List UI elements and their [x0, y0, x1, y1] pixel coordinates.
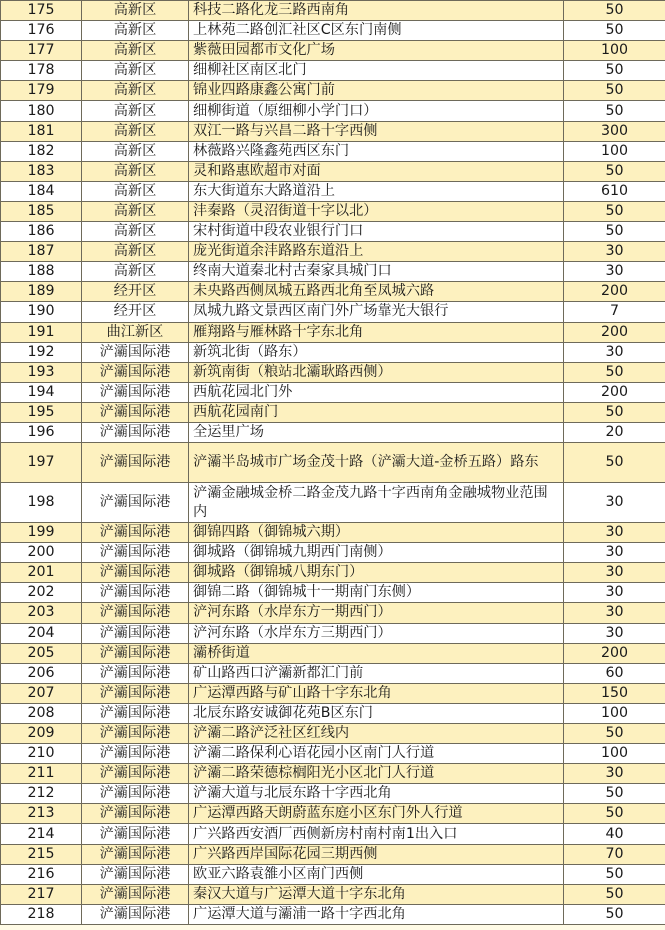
district-cell: 浐灞国际港 — [82, 523, 189, 543]
row-number-cell: 205 — [1, 643, 82, 663]
quantity-cell: 100 — [564, 141, 665, 161]
row-number-cell: 218 — [1, 904, 82, 924]
quantity-cell: 100 — [564, 744, 665, 764]
district-cell: 浐灞国际港 — [82, 422, 189, 442]
location-cell: 全运里广场 — [189, 422, 564, 442]
quantity-cell: 100 — [564, 41, 665, 61]
table-row — [1, 282, 665, 302]
location-cell: 雁翔路与雁林路十字东北角 — [189, 322, 564, 342]
row-number-cell: 201 — [1, 563, 82, 583]
quantity-cell: 200 — [564, 643, 665, 663]
district-cell: 高新区 — [82, 121, 189, 141]
location-cell: 新筑北街（路东） — [189, 342, 564, 362]
table-row — [1, 764, 665, 784]
location-cell: 浐灞二路荣德棕榈阳光小区北门人行道 — [189, 764, 564, 784]
table-row — [1, 21, 665, 41]
location-cell: 科技二路化龙三路西南角 — [189, 1, 564, 21]
row-number-cell: 176 — [1, 21, 82, 41]
row-number-cell: 209 — [1, 724, 82, 744]
location-cell: 西航花园南门 — [189, 402, 564, 422]
table-row — [1, 483, 665, 523]
table-row — [1, 262, 665, 282]
table-row — [1, 844, 665, 864]
row-number-cell: 203 — [1, 603, 82, 623]
row-number-cell: 217 — [1, 884, 82, 904]
district-cell: 浐灞国际港 — [82, 342, 189, 362]
location-cell: 秦汉大道与广运潭大道十字东北角 — [189, 884, 564, 904]
location-cell: 终南大道秦北村古秦家具城门口 — [189, 262, 564, 282]
district-cell: 高新区 — [82, 1, 189, 21]
row-number-cell: 210 — [1, 744, 82, 764]
location-cell: 浐灞二路浐泛社区红线内 — [189, 724, 564, 744]
district-cell: 浐灞国际港 — [82, 663, 189, 683]
quantity-cell: 40 — [564, 824, 665, 844]
table-row — [1, 181, 665, 201]
row-number-cell: 216 — [1, 864, 82, 884]
location-cell: 东大街道东大路道沿上 — [189, 181, 564, 201]
location-cell: 御锦四路（御锦城六期） — [189, 523, 564, 543]
district-cell: 经开区 — [82, 282, 189, 302]
table-row — [1, 784, 665, 804]
quantity-cell: 7 — [564, 302, 665, 322]
row-number-cell: 199 — [1, 523, 82, 543]
location-cell: 细柳社区南区北门 — [189, 61, 564, 81]
table-row — [1, 744, 665, 764]
row-number-cell: 186 — [1, 222, 82, 242]
quantity-cell: 30 — [564, 262, 665, 282]
location-cell: 细柳街道（原细柳小学门口） — [189, 101, 564, 121]
location-cell: 锦业四路康鑫公寓门前 — [189, 81, 564, 101]
location-cell: 紫薇田园都市文化广场 — [189, 41, 564, 61]
row-number-cell: 180 — [1, 101, 82, 121]
district-cell: 浐灞国际港 — [82, 563, 189, 583]
row-number-cell: 184 — [1, 181, 82, 201]
row-number-cell: 192 — [1, 342, 82, 362]
district-cell: 浐灞国际港 — [82, 904, 189, 924]
district-cell: 浐灞国际港 — [82, 362, 189, 382]
table-row — [1, 121, 665, 141]
district-cell: 浐灞国际港 — [82, 724, 189, 744]
location-cell: 浐河东路（水岸东方三期西门） — [189, 623, 564, 643]
quantity-cell: 50 — [564, 724, 665, 744]
row-number-cell: 211 — [1, 764, 82, 784]
row-number-cell: 182 — [1, 141, 82, 161]
table-row — [1, 864, 665, 884]
location-cell: 浐河东路（水岸东方一期西门） — [189, 603, 564, 623]
table-row — [1, 101, 665, 121]
quantity-cell: 50 — [564, 201, 665, 221]
district-cell: 高新区 — [82, 242, 189, 262]
district-cell: 浐灞国际港 — [82, 804, 189, 824]
row-number-cell: 181 — [1, 121, 82, 141]
quantity-cell: 60 — [564, 663, 665, 683]
row-number-cell: 207 — [1, 683, 82, 703]
table-row — [1, 884, 665, 904]
quantity-cell: 200 — [564, 382, 665, 402]
row-number-cell: 202 — [1, 583, 82, 603]
row-number-cell: 179 — [1, 81, 82, 101]
row-number-cell: 213 — [1, 804, 82, 824]
table-row — [1, 161, 665, 181]
table-row — [1, 382, 665, 402]
quantity-cell: 200 — [564, 282, 665, 302]
table-row — [1, 523, 665, 543]
location-cell: 广兴路西安酒厂西侧新房村南村南1出入口 — [189, 824, 564, 844]
district-cell: 曲江新区 — [82, 322, 189, 342]
location-cell: 凤城九路文景西区南门外广场靠光大银行 — [189, 302, 564, 322]
location-cell: 庞光街道余沣路路东道沿上 — [189, 242, 564, 262]
table-row — [1, 443, 665, 483]
quantity-cell: 30 — [564, 623, 665, 643]
district-cell: 高新区 — [82, 21, 189, 41]
location-cell: 浐灞大道与北辰东路十字西北角 — [189, 784, 564, 804]
table-row — [1, 663, 665, 683]
table-row — [1, 703, 665, 723]
district-cell: 浐灞国际港 — [82, 703, 189, 723]
location-cell: 广运潭西路与矿山路十字东北角 — [189, 683, 564, 703]
table-row — [1, 242, 665, 262]
quantity-cell: 30 — [564, 523, 665, 543]
location-cell: 矿山路西口浐灞新都汇门前 — [189, 663, 564, 683]
location-cell: 浐灞半岛城市广场金茂十路（浐灞大道-金桥五路）路东 — [189, 443, 564, 483]
quantity-cell: 50 — [564, 101, 665, 121]
quantity-cell: 50 — [564, 61, 665, 81]
table-row — [1, 724, 665, 744]
row-number-cell: 191 — [1, 322, 82, 342]
location-cell: 浐灞二路保利心语花园小区南门人行道 — [189, 744, 564, 764]
district-cell: 高新区 — [82, 81, 189, 101]
row-number-cell: 177 — [1, 41, 82, 61]
district-cell: 浐灞国际港 — [82, 382, 189, 402]
quantity-cell: 30 — [564, 483, 665, 523]
district-cell: 浐灞国际港 — [82, 784, 189, 804]
row-number-cell: 175 — [1, 1, 82, 21]
row-number-cell: 195 — [1, 402, 82, 422]
row-number-cell: 198 — [1, 483, 82, 523]
table-row — [1, 81, 665, 101]
table-row — [1, 362, 665, 382]
row-number-cell: 212 — [1, 784, 82, 804]
district-cell: 高新区 — [82, 201, 189, 221]
district-cell: 浐灞国际港 — [82, 443, 189, 483]
location-cell: 宋村街道中段农业银行门口 — [189, 222, 564, 242]
row-number-cell: 193 — [1, 362, 82, 382]
row-number-cell: 178 — [1, 61, 82, 81]
row-number-cell: 206 — [1, 663, 82, 683]
district-cell: 浐灞国际港 — [82, 683, 189, 703]
quantity-cell: 50 — [564, 21, 665, 41]
district-cell: 浐灞国际港 — [82, 744, 189, 764]
quantity-cell: 50 — [564, 161, 665, 181]
table-row — [1, 61, 665, 81]
row-number-cell: 183 — [1, 161, 82, 181]
location-cell: 御城路（御锦城八期东门） — [189, 563, 564, 583]
table-row — [1, 1, 665, 21]
location-cell: 广兴路西岸国际花园三期西侧 — [189, 844, 564, 864]
quantity-cell: 30 — [564, 764, 665, 784]
table-row — [1, 322, 665, 342]
district-cell: 高新区 — [82, 141, 189, 161]
table-row — [1, 683, 665, 703]
quantity-cell: 610 — [564, 181, 665, 201]
quantity-cell: 50 — [564, 904, 665, 924]
table-row — [1, 563, 665, 583]
quantity-cell: 150 — [564, 683, 665, 703]
row-number-cell: 208 — [1, 703, 82, 723]
location-cell: 沣秦路（灵沼街道十字以北） — [189, 201, 564, 221]
location-cell: 御锦二路（御锦城十一期南门东侧） — [189, 583, 564, 603]
quantity-cell: 30 — [564, 342, 665, 362]
location-cell: 广运潭大道与灞浦一路十字西北角 — [189, 904, 564, 924]
row-number-cell: 215 — [1, 844, 82, 864]
row-number-cell: 204 — [1, 623, 82, 643]
table-row — [1, 422, 665, 442]
district-cell: 浐灞国际港 — [82, 402, 189, 422]
table-row — [1, 302, 665, 322]
row-number-cell: 196 — [1, 422, 82, 442]
location-cell: 欧亚六路袁雒小区南门西侧 — [189, 864, 564, 884]
row-number-cell: 214 — [1, 824, 82, 844]
quantity-cell: 30 — [564, 603, 665, 623]
row-number-cell: 190 — [1, 302, 82, 322]
table-row — [1, 201, 665, 221]
district-cell: 经开区 — [82, 302, 189, 322]
table-row — [1, 583, 665, 603]
quantity-cell: 100 — [564, 703, 665, 723]
district-cell: 浐灞国际港 — [82, 623, 189, 643]
table-row — [1, 643, 665, 663]
district-cell: 浐灞国际港 — [82, 643, 189, 663]
district-cell: 浐灞国际港 — [82, 764, 189, 784]
district-cell: 高新区 — [82, 181, 189, 201]
quantity-cell: 50 — [564, 362, 665, 382]
quantity-cell: 30 — [564, 242, 665, 262]
quantity-cell: 30 — [564, 583, 665, 603]
location-cell: 广运潭西路天朗蔚蓝东庭小区东门外人行道 — [189, 804, 564, 824]
table-row — [1, 804, 665, 824]
location-cell: 西航花园北门外 — [189, 382, 564, 402]
row-number-cell: 188 — [1, 262, 82, 282]
district-cell: 浐灞国际港 — [82, 864, 189, 884]
row-number-cell: 194 — [1, 382, 82, 402]
district-cell: 高新区 — [82, 41, 189, 61]
table-row — [1, 222, 665, 242]
table-row — [1, 824, 665, 844]
district-cell: 高新区 — [82, 101, 189, 121]
location-cell: 御城路（御锦城九期西门南侧） — [189, 543, 564, 563]
quantity-cell: 30 — [564, 543, 665, 563]
district-cell: 高新区 — [82, 61, 189, 81]
table-row — [1, 603, 665, 623]
row-number-cell: 187 — [1, 242, 82, 262]
district-cell: 高新区 — [82, 222, 189, 242]
table-row — [1, 342, 665, 362]
location-cell: 浐灞金融城金桥二路金茂九路十字西南角金融城物业范围内 — [189, 483, 564, 523]
district-cell: 浐灞国际港 — [82, 483, 189, 523]
row-number-cell: 197 — [1, 443, 82, 483]
quantity-cell: 30 — [564, 563, 665, 583]
quantity-cell: 200 — [564, 322, 665, 342]
location-cell: 林薇路兴隆鑫苑西区东门 — [189, 141, 564, 161]
location-cell: 北辰东路安诚御花苑B区东门 — [189, 703, 564, 723]
quantity-cell: 300 — [564, 121, 665, 141]
quantity-cell: 50 — [564, 1, 665, 21]
table-row — [1, 623, 665, 643]
location-cell: 灵和路惠欧超市对面 — [189, 161, 564, 181]
quantity-cell: 50 — [564, 443, 665, 483]
quantity-cell: 50 — [564, 81, 665, 101]
location-cell: 双江一路与兴昌二路十字西侧 — [189, 121, 564, 141]
district-cell: 浐灞国际港 — [82, 583, 189, 603]
quantity-cell: 50 — [564, 222, 665, 242]
row-number-cell: 200 — [1, 543, 82, 563]
row-number-cell: 189 — [1, 282, 82, 302]
location-cell: 灞桥街道 — [189, 643, 564, 663]
quantity-cell: 50 — [564, 884, 665, 904]
quantity-cell: 50 — [564, 402, 665, 422]
district-cell: 高新区 — [82, 161, 189, 181]
district-cell: 浐灞国际港 — [82, 603, 189, 623]
table-row — [1, 402, 665, 422]
quantity-cell: 50 — [564, 804, 665, 824]
row-number-cell: 185 — [1, 201, 82, 221]
district-cell: 浐灞国际港 — [82, 824, 189, 844]
table-row — [1, 904, 665, 924]
district-cell: 浐灞国际港 — [82, 543, 189, 563]
quantity-cell: 50 — [564, 784, 665, 804]
table-row — [1, 543, 665, 563]
location-cell: 新筑南街（粮站北灞耿路西侧） — [189, 362, 564, 382]
quantity-cell: 70 — [564, 844, 665, 864]
district-cell: 浐灞国际港 — [82, 844, 189, 864]
table-body — [1, 1, 665, 925]
district-cell: 高新区 — [82, 262, 189, 282]
quantity-cell: 50 — [564, 864, 665, 884]
quantity-cell: 20 — [564, 422, 665, 442]
table-row — [1, 141, 665, 161]
location-cell: 上林苑二路创汇社区C区东门南侧 — [189, 21, 564, 41]
table-row — [1, 41, 665, 61]
district-cell: 浐灞国际港 — [82, 884, 189, 904]
location-cell: 未央路西侧凤城五路西北角至凤城六路 — [189, 282, 564, 302]
